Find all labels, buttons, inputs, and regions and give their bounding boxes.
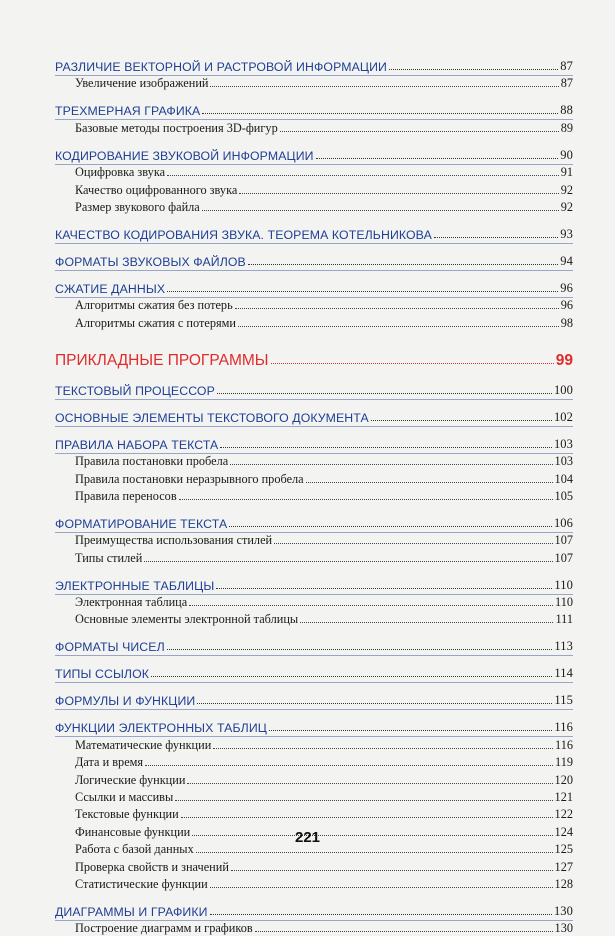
toc-entry-title: Построение диаграмм и графиков	[75, 921, 253, 936]
toc-section[interactable]	[55, 509, 573, 531]
toc-section[interactable]	[55, 141, 573, 163]
toc-entry-page: 88	[560, 103, 573, 118]
dot-leader	[434, 237, 558, 238]
toc-entry-title: ФОРМАТЫ ЗВУКОВЫХ ФАЙЛОВ	[55, 254, 246, 269]
toc-subsection[interactable]	[55, 487, 573, 504]
dot-leader	[220, 447, 552, 448]
toc-subsection[interactable]	[55, 735, 573, 752]
dot-leader	[306, 482, 553, 483]
toc-entry-page: 103	[553, 436, 573, 451]
toc-entry-title: ЭЛЕКТРОННЫЕ ТАБЛИЦЫ	[55, 578, 215, 593]
dot-leader	[230, 464, 552, 465]
toc-entry-title: Правила переносов	[75, 488, 177, 503]
toc-subsection[interactable]	[55, 313, 573, 330]
toc-section[interactable]	[55, 52, 573, 74]
toc-entry-title: ТЕКСТОВЫЙ ПРОЦЕССОР	[55, 383, 215, 398]
toc-entry-page: 103	[554, 454, 573, 469]
table-of-contents	[55, 47, 573, 936]
toc-entry-title: Качество оцифрованного звука	[75, 182, 238, 197]
toc-entry-page: 105	[554, 488, 573, 503]
toc-entry-page: 110	[555, 595, 573, 610]
toc-entry-page: 104	[554, 471, 573, 486]
toc-entry-title: Ссылки и массивы	[75, 790, 174, 805]
toc-subsection[interactable]	[55, 296, 573, 313]
toc-entry-page: 106	[553, 515, 573, 530]
toc-subsection[interactable]	[55, 753, 573, 770]
toc-subsection[interactable]	[55, 788, 573, 805]
toc-entry-title: ПРАВИЛА НАБОРА ТЕКСТА	[55, 437, 219, 452]
toc-entry-title: Базовые методы построения 3D-фигур	[75, 120, 278, 135]
toc-subsection[interactable]	[55, 610, 573, 627]
toc-entry-title: ТРЕХМЕРНАЯ ГРАФИКА	[55, 104, 201, 119]
toc-entry-title: ДИАГРАММЫ И ГРАФИКИ	[55, 904, 208, 919]
toc-entry-title: ОСНОВНЫЕ ЭЛЕМЕНТЫ ТЕКСТОВОГО ДОКУМЕНТА	[55, 410, 369, 425]
toc-entry-title: Основные элементы электронной таблицы	[75, 612, 299, 627]
dot-leader	[280, 131, 559, 132]
dot-leader	[151, 676, 552, 677]
toc-subsection[interactable]	[55, 593, 573, 610]
toc-entry-page: 130	[554, 921, 573, 936]
dot-leader	[231, 870, 553, 871]
toc-entry-page: 119	[555, 755, 573, 770]
toc-entry-title: РАЗЛИЧИЕ ВЕКТОРНОЙ И РАСТРОВОЙ ИНФОРМАЦИИ	[55, 60, 387, 74]
dot-leader	[197, 703, 552, 704]
toc-entry-page: 122	[554, 807, 573, 822]
toc-entry-page: 111	[555, 612, 573, 627]
dot-leader	[167, 291, 558, 292]
dot-leader	[300, 622, 553, 623]
toc-subsection[interactable]	[55, 770, 573, 787]
toc-section[interactable]	[55, 274, 573, 296]
dot-leader	[167, 175, 559, 176]
toc-entry-title: Алгоритмы сжатия без потерь	[75, 298, 233, 313]
toc-entry-page: 92	[560, 199, 573, 214]
toc-entry-page: 125	[554, 842, 573, 857]
dot-leader	[213, 748, 553, 749]
toc-entry-page: 113	[554, 639, 573, 654]
toc-entry-page: 121	[554, 790, 573, 805]
toc-entry-page: 130	[553, 903, 573, 918]
dot-leader	[371, 420, 552, 421]
toc-subsection[interactable]	[55, 857, 573, 874]
dot-leader	[248, 264, 558, 265]
toc-entry-title: Математические функции	[75, 737, 212, 752]
toc-entry-page: 87	[560, 76, 573, 91]
toc-entry-title: Дата и время	[75, 755, 144, 770]
toc-subsection[interactable]	[55, 919, 573, 936]
toc-entry-page: 107	[554, 550, 573, 565]
toc-entry-page: 116	[554, 720, 573, 735]
toc-entry-page: 87	[560, 59, 573, 73]
dot-leader	[255, 931, 553, 932]
toc-entry-title: ФОРМАТИРОВАНИЕ ТЕКСТА	[55, 516, 228, 531]
toc-entry-title: СЖАТИЕ ДАННЫХ	[55, 281, 166, 296]
toc-section[interactable]	[55, 376, 573, 398]
toc-section[interactable]	[55, 686, 573, 708]
dot-leader	[238, 326, 559, 327]
toc-entry-page: 96	[560, 298, 573, 313]
toc-entry-title: Оцифровка звука	[75, 165, 166, 180]
dot-leader	[269, 730, 552, 731]
toc-section[interactable]	[55, 713, 573, 735]
dot-leader	[167, 649, 553, 650]
toc-subsection[interactable]	[55, 198, 573, 215]
toc-entry-page: 127	[554, 859, 573, 874]
toc-entry-title: Логические функции	[75, 772, 186, 787]
toc-section[interactable]	[55, 659, 573, 681]
dot-leader	[239, 193, 558, 194]
toc-entry-page: 128	[554, 876, 573, 891]
toc-entry-title: ПРИКЛАДНЫЕ ПРОГРАММЫ	[55, 351, 269, 369]
toc-section[interactable]	[55, 220, 573, 242]
toc-entry-title: Правила постановки неразрывного пробела	[75, 471, 304, 486]
toc-section[interactable]	[55, 632, 573, 654]
dot-leader	[181, 817, 553, 818]
dot-leader	[189, 605, 553, 606]
dot-leader	[217, 393, 552, 394]
dot-leader	[202, 210, 559, 211]
toc-subsection[interactable]	[55, 469, 573, 486]
toc-entry-title: Типы стилей	[75, 550, 143, 565]
page-number: 221	[294, 829, 321, 846]
dot-leader	[179, 499, 553, 500]
toc-entry-title: Размер звукового файла	[75, 199, 200, 214]
dot-leader	[271, 363, 554, 364]
toc-section[interactable]	[55, 571, 573, 593]
toc-entry-page: 90	[560, 147, 573, 162]
dot-leader	[202, 113, 558, 114]
toc-entry-title: Увеличение изображений	[75, 76, 209, 91]
toc-entry-page: 110	[554, 577, 573, 592]
toc-entry-title: Электронная таблица	[75, 595, 188, 610]
toc-section[interactable]	[55, 430, 573, 452]
toc-subsection[interactable]	[55, 805, 573, 822]
toc-entry-title: Текстовые функции	[75, 807, 179, 822]
toc-entry-page: 93	[560, 226, 573, 241]
toc-entry-page: 91	[560, 165, 573, 180]
dot-leader	[389, 69, 558, 70]
toc-entry-page: 96	[560, 280, 573, 295]
toc-entry-title: ФОРМАТЫ ЧИСЕЛ	[55, 640, 165, 655]
toc-subsection[interactable]	[55, 452, 573, 469]
toc-entry-title: Работа с базой данных	[75, 842, 194, 857]
toc-section[interactable]	[55, 403, 573, 425]
toc-subsection[interactable]	[55, 180, 573, 197]
toc-section[interactable]	[55, 897, 573, 919]
toc-entry-page: 92	[560, 182, 573, 197]
toc-entry-title: ТИПЫ ССЫЛОК	[55, 667, 150, 682]
toc-entry-title: Алгоритмы сжатия с потерями	[75, 315, 237, 330]
dot-leader	[274, 543, 552, 544]
toc-entry-title: Проверка свойств и значений	[75, 859, 229, 874]
toc-entry-title: Преимущества использования стилей	[75, 533, 273, 548]
dot-leader	[316, 158, 559, 159]
toc-entry-page: 116	[555, 737, 573, 752]
dot-leader	[210, 914, 552, 915]
toc-entry-title: ФОРМУЛЫ И ФУНКЦИИ	[55, 694, 196, 709]
toc-entry-title: Правила постановки пробела	[75, 454, 229, 469]
toc-entry-page: 120	[554, 772, 573, 787]
toc-entry-title: ФУНКЦИИ ЭЛЕКТРОННЫХ ТАБЛИЦ	[55, 721, 267, 736]
toc-entry-title: Финансовые функции	[75, 824, 191, 839]
toc-entry-page: 94	[560, 253, 573, 268]
toc-entry-page: 102	[553, 409, 573, 424]
toc-entry-title: КАЧЕСТВО КОДИРОВАНИЯ ЗВУКА. ТЕОРЕМА КОТЕЛЬНИКОВА	[55, 227, 432, 242]
toc-entry-page: 114	[554, 666, 573, 681]
toc-subsection[interactable]	[55, 548, 573, 565]
toc-entry-page: 98	[560, 315, 573, 330]
dot-leader	[175, 800, 552, 801]
toc-entry-page: 115	[554, 693, 573, 708]
dot-leader	[196, 852, 553, 853]
toc-subsection[interactable]	[55, 875, 573, 892]
toc-entry-title: Статистические функции	[75, 876, 208, 891]
toc-entry-page: 89	[560, 120, 573, 135]
toc-subsection[interactable]	[55, 74, 573, 91]
dot-leader	[144, 561, 552, 562]
toc-subsection[interactable]	[55, 163, 573, 180]
dot-leader	[187, 783, 552, 784]
dot-leader	[210, 887, 553, 888]
dot-leader	[145, 765, 553, 766]
toc-entry-title: КОДИРОВАНИЕ ЗВУКОВОЙ ИНФОРМАЦИИ	[55, 148, 314, 163]
toc-chapter[interactable]	[55, 344, 573, 370]
dot-leader	[235, 308, 559, 309]
dot-leader	[210, 86, 558, 87]
toc-section[interactable]	[55, 247, 573, 269]
dot-leader	[229, 526, 552, 527]
toc-entry-page: 107	[554, 533, 573, 548]
toc-subsection[interactable]	[55, 531, 573, 548]
toc-entry-page: 100	[553, 382, 573, 397]
toc-entry-page: 99	[555, 351, 573, 369]
toc-section[interactable]	[55, 96, 573, 118]
toc-subsection[interactable]	[55, 118, 573, 135]
dot-leader	[216, 588, 552, 589]
toc-entry-page: 124	[554, 824, 573, 839]
